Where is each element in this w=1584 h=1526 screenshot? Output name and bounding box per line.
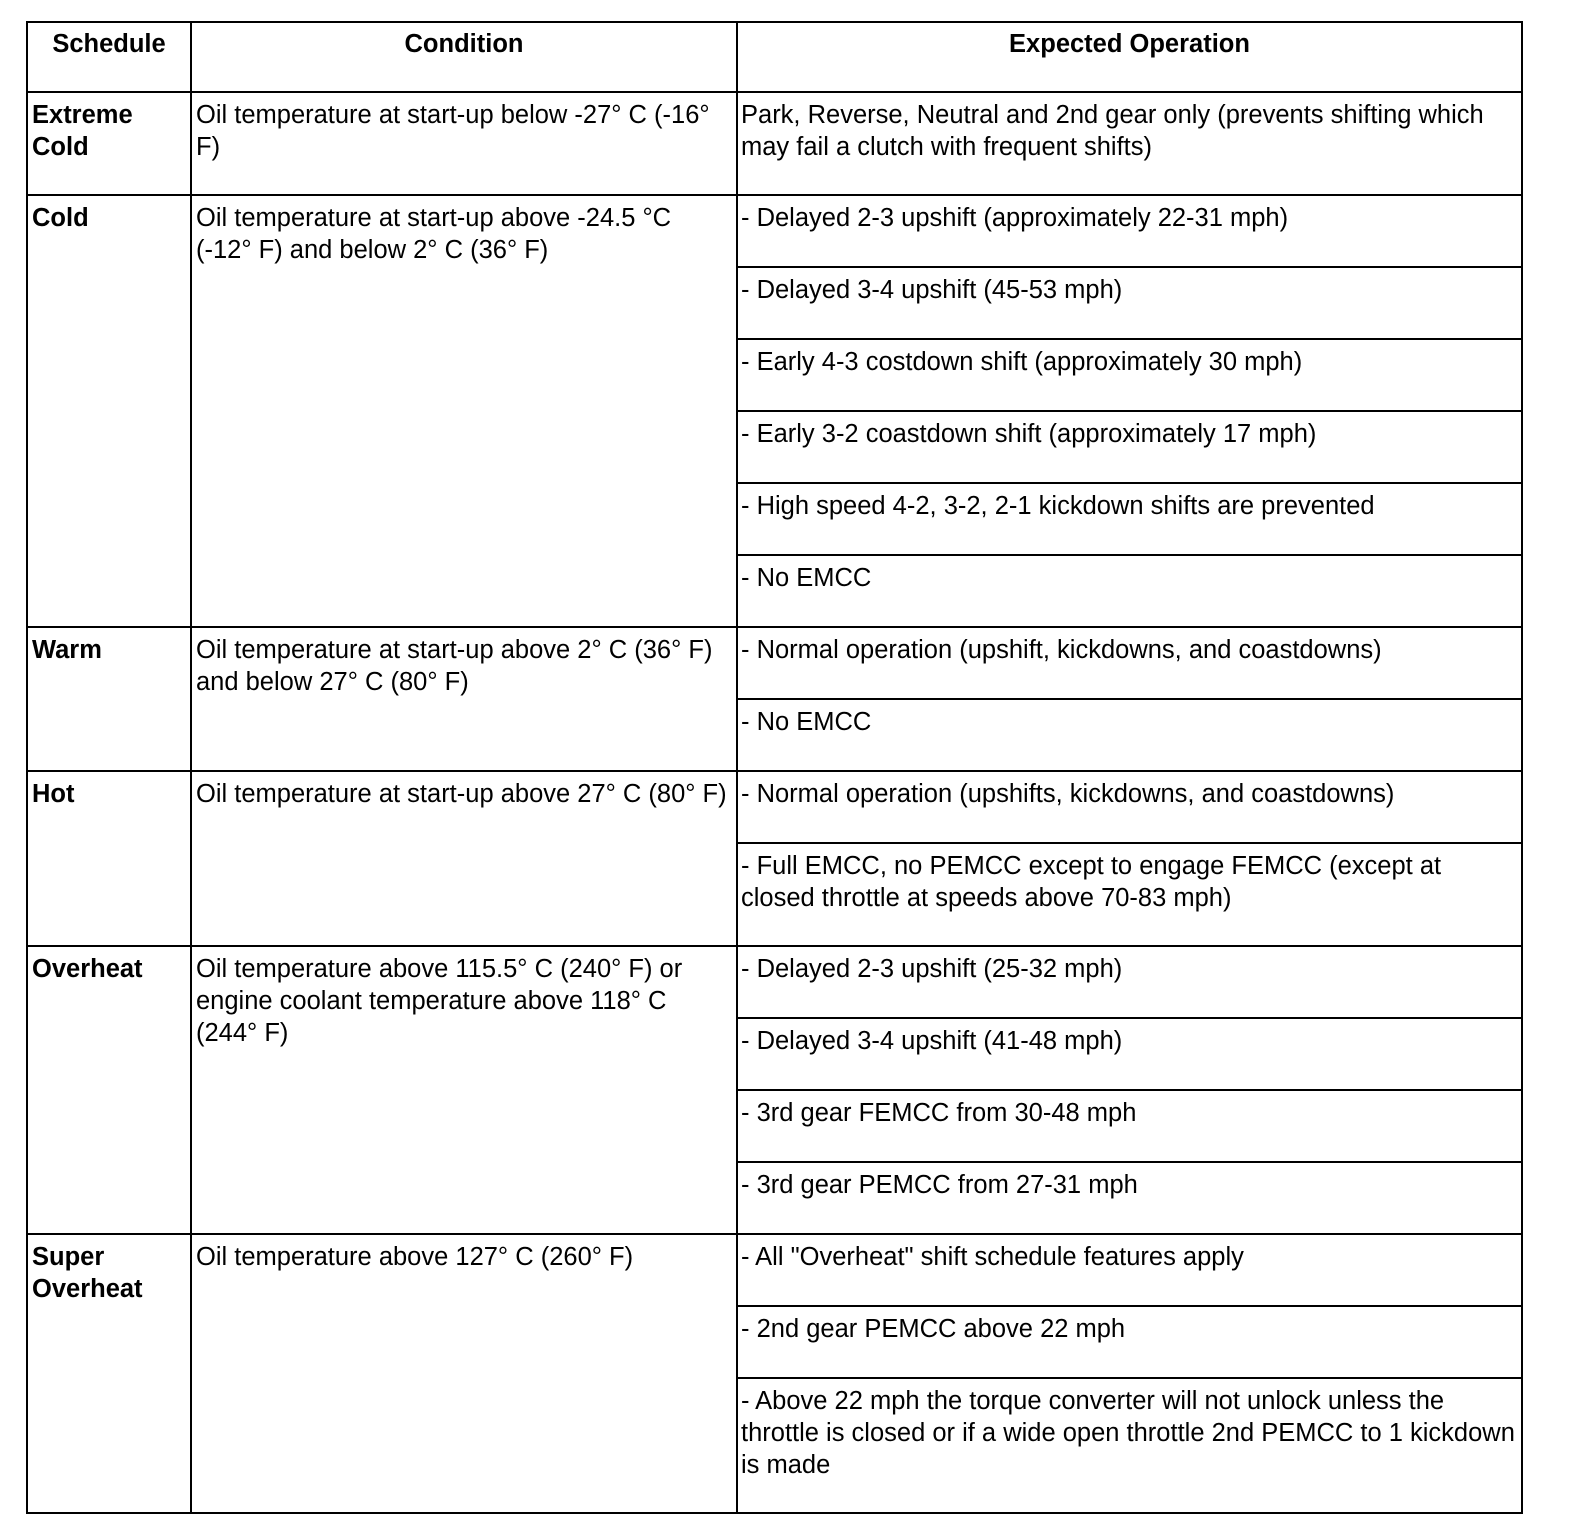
schedule-cell: Hot xyxy=(27,771,191,946)
schedule-cell: Overheat xyxy=(27,946,191,1234)
operation-cell: - All "Overheat" shift schedule features apply xyxy=(737,1234,1522,1306)
operation-cell: - Delayed 2-3 upshift (approximately 22-31 mph) xyxy=(737,195,1522,267)
table-row xyxy=(27,627,1522,699)
operation-cell: - Normal operation (upshifts, kickdowns, and coastdowns) xyxy=(737,771,1522,843)
operation-cell: - Early 4-3 costdown shift (approximately 30 mph) xyxy=(737,339,1522,411)
operation-cell: - Delayed 3-4 upshift (41-48 mph) xyxy=(737,1018,1522,1090)
table-row xyxy=(27,195,1522,267)
condition-cell: Oil temperature at start-up above 27° C (80° F) xyxy=(191,771,737,946)
operation-cell: - Delayed 3-4 upshift (45-53 mph) xyxy=(737,267,1522,339)
operation-cell: - No EMCC xyxy=(737,555,1522,627)
condition-cell: Oil temperature at start-up below -27° C (-16° F) xyxy=(191,92,737,195)
operation-cell: - Full EMCC, no PEMCC except to engage FEMCC (except at closed throttle at speeds above 70-83 mph) xyxy=(737,843,1522,946)
operation-cell: - Early 3-2 coastdown shift (approximately 17 mph) xyxy=(737,411,1522,483)
table-row xyxy=(27,1234,1522,1306)
operation-cell: - No EMCC xyxy=(737,699,1522,771)
table-row xyxy=(27,946,1522,1018)
header-row xyxy=(27,22,1522,92)
operation-cell: - High speed 4-2, 3-2, 2-1 kickdown shifts are prevented xyxy=(737,483,1522,555)
header-condition: Condition xyxy=(191,22,737,92)
operation-cell: - 3rd gear PEMCC from 27-31 mph xyxy=(737,1162,1522,1234)
header-schedule: Schedule xyxy=(27,22,191,92)
operation-cell: - 3rd gear FEMCC from 30-48 mph xyxy=(737,1090,1522,1162)
operation-cell: - Above 22 mph the torque converter will not unlock unless the throttle is closed or if a wide open throttle 2nd PEMCC to 1 kickdown is made xyxy=(737,1378,1522,1513)
condition-cell: Oil temperature at start-up above 2° C (36° F) and below 27° C (80° F) xyxy=(191,627,737,771)
operation-cell: Park, Reverse, Neutral and 2nd gear only (prevents shifting which may fail a clutch with frequent shifts) xyxy=(737,92,1522,195)
schedule-cell: Warm xyxy=(27,627,191,771)
table-row xyxy=(27,771,1522,843)
table-row xyxy=(27,92,1522,195)
operation-cell: - Normal operation (upshift, kickdowns, and coastdowns) xyxy=(737,627,1522,699)
shift-schedule-table xyxy=(26,21,1523,1514)
operation-cell: - Delayed 2-3 upshift (25-32 mph) xyxy=(737,946,1522,1018)
condition-cell: Oil temperature above 115.5° C (240° F) or engine coolant temperature above 118° C (244° F) xyxy=(191,946,737,1234)
schedule-cell: Cold xyxy=(27,195,191,627)
operation-cell: - 2nd gear PEMCC above 22 mph xyxy=(737,1306,1522,1378)
header-expected-operation: Expected Operation xyxy=(737,22,1522,92)
schedule-cell: Extreme Cold xyxy=(27,92,191,195)
schedule-cell: Super Overheat xyxy=(27,1234,191,1513)
condition-cell: Oil temperature at start-up above -24.5 °C (-12° F) and below 2° C (36° F) xyxy=(191,195,737,627)
condition-cell: Oil temperature above 127° C (260° F) xyxy=(191,1234,737,1513)
